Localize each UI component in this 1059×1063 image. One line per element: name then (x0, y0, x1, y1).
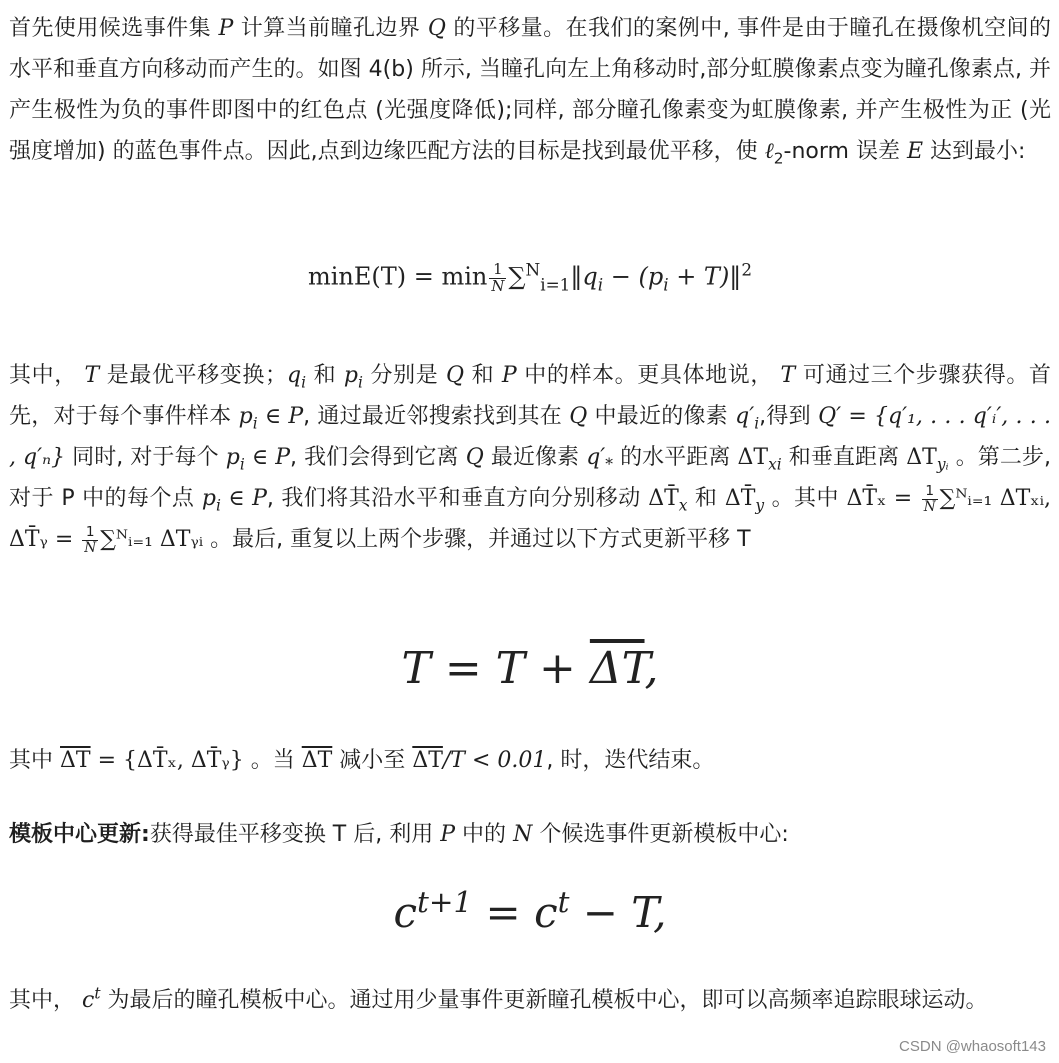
fraction (922, 484, 938, 514)
eq-tail: − T, (569, 888, 667, 937)
definition: ΔT̄ₓ = (846, 486, 913, 511)
subscript: i (215, 496, 221, 515)
fraction (82, 525, 98, 555)
superscript: t (94, 984, 101, 1003)
subscript: i (239, 455, 245, 474)
text: 和 (313, 363, 337, 388)
paragraph-steps (9, 355, 1051, 560)
set-membership: ∈ P (220, 486, 267, 511)
subscript: x (678, 496, 688, 515)
text: 和 (694, 486, 718, 511)
text: 。其中 (771, 486, 839, 511)
equation-min-error (9, 259, 1051, 295)
symbol-Q: Q (465, 445, 484, 470)
condition: /T < 0.01 (442, 748, 547, 773)
symbol-Q: Q (445, 363, 464, 388)
symbol-P: P (440, 822, 456, 847)
symbol-q: q (287, 363, 302, 388)
subscript: xi (768, 455, 782, 474)
eq-tail: , (644, 643, 659, 694)
text: , 通过最近邻搜索找到其在 (303, 404, 562, 429)
text: 分别是 (370, 363, 439, 388)
symbol-T: T (84, 363, 100, 388)
symbol-delta-t: ΔT (906, 445, 937, 470)
definition: ∑ᴺᵢ₌₁ ΔTᵧᵢ (100, 527, 204, 552)
paragraph-conclusion (9, 980, 1051, 1021)
watermark: CSDN @whaosoft143 (899, 1038, 1046, 1055)
symbol-delta-t-bar: ΔT̄ (648, 486, 679, 511)
frac-num: 1 (922, 484, 938, 499)
eq-lhs: T = T + (401, 643, 590, 694)
paragraph-intro (9, 8, 1051, 172)
text: 和垂直距离 (788, 445, 900, 470)
definition: = {ΔT̄ₓ, ΔT̄ᵧ} (90, 748, 244, 773)
subscript: * (605, 455, 613, 474)
symbol-P: P (218, 16, 234, 41)
paragraph-stop-criterion (9, 740, 1051, 781)
symbol-delta-t-bar: $\overline{\Delta T}$ (412, 748, 443, 773)
symbol-p: p (201, 486, 216, 511)
text: 的平移量。在我们的案例中, 事件是由于瞳孔在摄像机空间的水平和垂直方向移动而产生的。如图 4(b) 所示, 当瞳孔向左上角移动时,部分虹膜像素点变为瞳孔像素点, 并产生极性为负的事件即图中的红色点 (光强度降低);同样, 部分瞳孔像素变为虹膜像素, 并产生极性为正 (光强度增加) 的蓝色事件点。因此,点到边缘匹配方法的目标是找到最优平移，使 (9, 16, 1051, 164)
eq-lhs: c (393, 888, 418, 937)
text: 个候选事件更新模板中心: (539, 822, 789, 847)
text: 中的样本。更具体地说， (524, 363, 773, 388)
paragraph-template-update (9, 814, 1051, 855)
set-membership: ∈ P (257, 404, 304, 429)
text: 中最近的像素 (594, 404, 728, 429)
text: , 我们会得到它离 (290, 445, 459, 470)
symbol-delta-t: ΔT (737, 445, 769, 470)
text: 和 (471, 363, 495, 388)
symbol-Q: Q (569, 404, 588, 429)
text: , 我们将其沿水平和垂直方向分别移动 (266, 486, 641, 511)
text: 达到最小: (930, 139, 1026, 164)
sum-sign: ∑ (508, 262, 526, 291)
eq-rhs: $\overline{\Delta T}$ (589, 643, 645, 694)
text: 首先使用候选事件集 (9, 16, 212, 41)
exponent: 2 (741, 259, 752, 280)
text: 减小至 (339, 748, 406, 773)
text: 。最后, 重复以上两个步骤，并通过以下方式更新平移 T (210, 527, 751, 552)
text: , 时，迭代结束。 (546, 748, 715, 773)
subscript: 2 (773, 149, 784, 168)
text: 的水平距离 (620, 445, 731, 470)
subscript: i (252, 414, 258, 433)
symbol-p: p (225, 445, 240, 470)
text: 计算当前瞳孔边界 (240, 16, 421, 41)
symbol-ell: ℓ (764, 139, 774, 164)
text: 其中， (9, 988, 76, 1013)
frac-num: 1 (489, 262, 506, 279)
subscript: i (597, 274, 604, 295)
eq-lhs: minE(T) = min (307, 262, 488, 291)
symbol-delta-t-bar: ΔT̄ (724, 486, 756, 511)
eq-body: + T)‖ (668, 262, 742, 291)
subscript: i (754, 414, 760, 433)
subscript: i (301, 373, 307, 392)
section-label: 模板中心更新: (9, 822, 150, 847)
text: 其中 (9, 748, 54, 773)
symbol-p: p (343, 363, 358, 388)
subscript: i (357, 373, 363, 392)
equation-update-t (9, 643, 1051, 694)
text: 。当 (250, 748, 295, 773)
text: 同时, 对于每个 (72, 445, 219, 470)
symbol-c: c (82, 988, 95, 1013)
symbol-N: N (513, 822, 533, 847)
text: 最近像素 (490, 445, 580, 470)
subscript: i (663, 274, 669, 295)
symbol-delta-t-bar: $\overline{\Delta T}$ (60, 748, 91, 773)
set-membership: ∈ P (244, 445, 291, 470)
symbol-q-prime: q′ (735, 404, 755, 429)
symbol-T: T (780, 363, 796, 388)
text: -norm 误差 (783, 139, 900, 164)
text: 其中， (9, 363, 77, 388)
subscript: y (755, 496, 765, 515)
superscript: t (557, 885, 570, 919)
frac-den: N (491, 276, 505, 295)
frac-den: N (84, 539, 97, 556)
symbol-E: E (906, 139, 924, 164)
text: 可通过三个步骤获得。首先，对于每个事件样本 (9, 363, 1051, 429)
text: ,得到 (759, 404, 811, 429)
sum-sub: i=1 (540, 274, 571, 295)
symbol-delta-t-bar: $\overline{\Delta T}$ (301, 748, 333, 773)
text: 。第二步, 对于 P 中的每个点 (9, 445, 1052, 511)
frac-num: 1 (82, 525, 98, 540)
text: 中的 (462, 822, 507, 847)
fraction (489, 262, 506, 294)
superscript: t+1 (417, 885, 473, 919)
text: 是最优平移变换； (106, 363, 287, 388)
frac-den: N (923, 498, 936, 515)
definition: ∑ᴺᵢ₌₁ ΔTₓᵢ, ΔT̄ᵧ = (9, 486, 1052, 552)
set-Q-prime: Q′ = {q′₁, . . . q′ᵢ′, . . . , q′ₙ} (9, 404, 1051, 470)
equation-center-update (9, 885, 1051, 937)
symbol-P: P (501, 363, 517, 388)
symbol-Q: Q (427, 16, 446, 41)
symbol-q-star: q′ (586, 445, 606, 470)
symbol-p: p (238, 404, 253, 429)
eq-mid: = c (472, 888, 558, 937)
eq-body: − (p (603, 262, 664, 291)
text: 为最后的瞳孔模板中心。通过用少量事件更新瞳孔模板中心，即可以高频率追踪眼球运动。 (107, 988, 988, 1013)
eq-body: ‖q (570, 262, 598, 291)
text: 获得最佳平移变换 T 后, 利用 (149, 822, 434, 847)
subscript: yᵢ (936, 455, 949, 474)
sum-sup: N (525, 259, 541, 280)
